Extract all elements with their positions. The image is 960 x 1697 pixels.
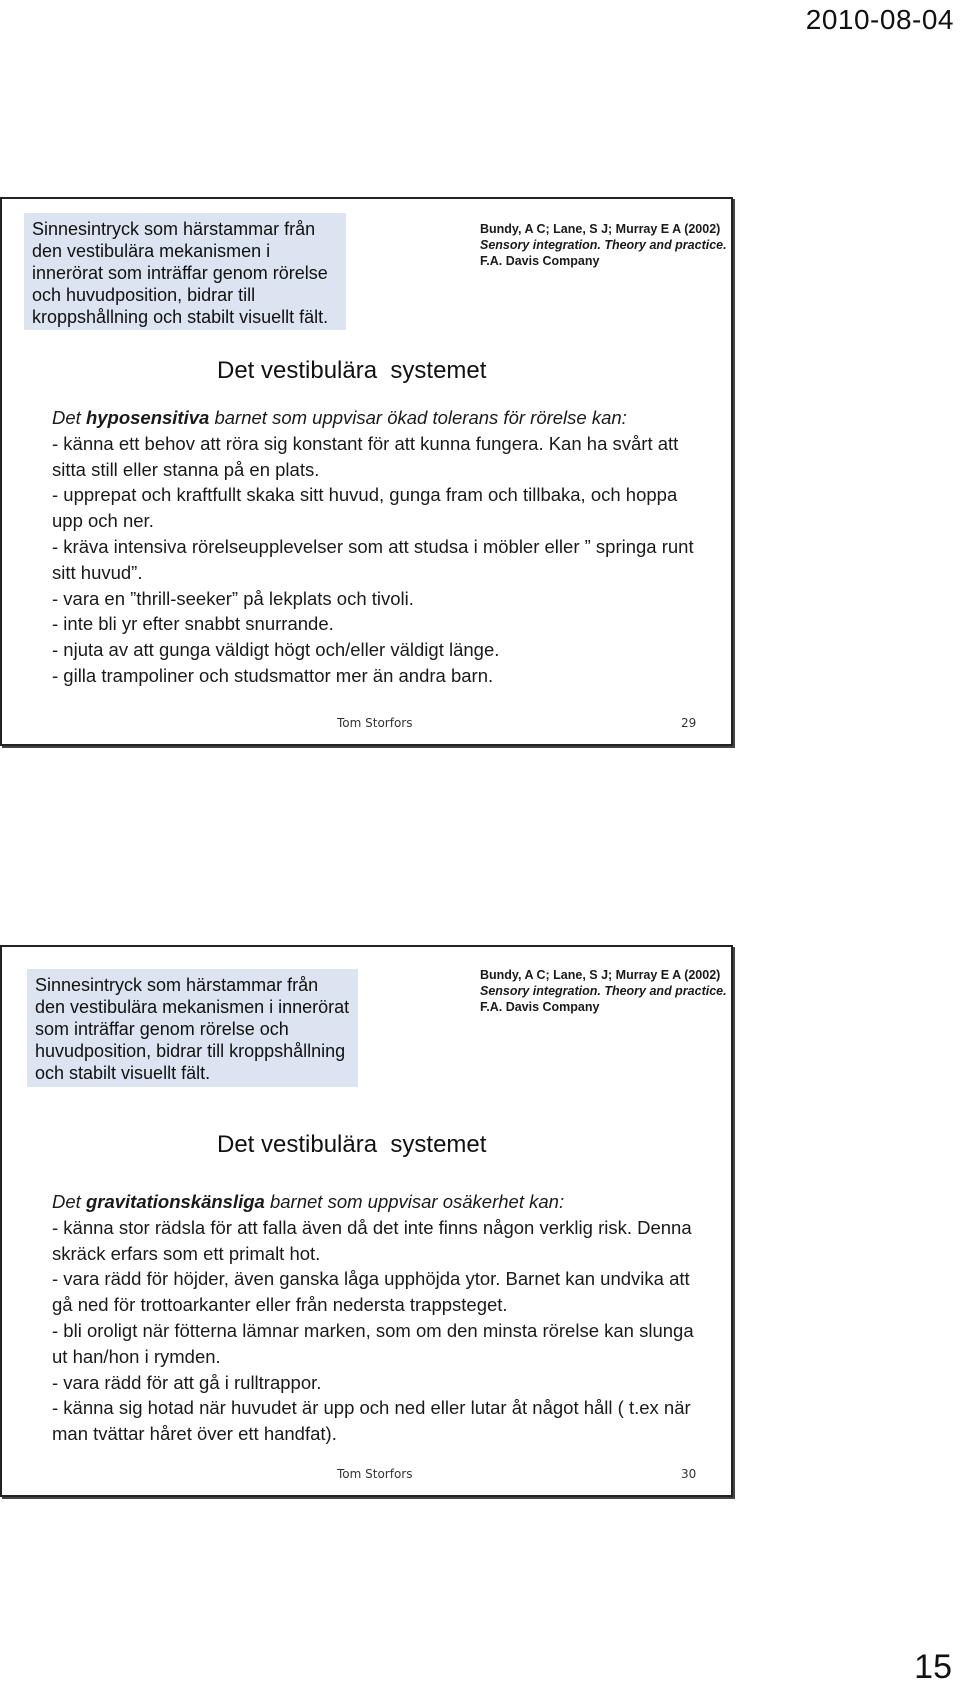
slide-number: 29: [681, 716, 697, 730]
list-item: - kräva intensiva rörelseupplevelser som att studsa i möbler eller ” springa runt sitt huvud”.: [52, 535, 694, 583]
list-item: - gilla trampoliner och studsmattor mer än andra barn.: [52, 664, 494, 686]
intro-line: [52, 1189, 702, 1215]
slide-29: [0, 197, 733, 746]
citation-authors: Bundy, A C; Lane, S J; Murray E A (2002): [480, 222, 721, 236]
list-item: - upprepat och kraftfullt skaka sitt huvud, gunga fram och tillbaka, och hoppa upp och ner.: [52, 484, 678, 532]
intro-line: [52, 405, 702, 431]
intro-prefix: Det: [52, 1191, 86, 1212]
footer-author: Tom Storfors: [337, 716, 413, 730]
list-item: - inte bli yr efter snabbt snurrande.: [52, 613, 334, 635]
intro-suffix: barnet som uppvisar osäkerhet kan:: [264, 1191, 565, 1212]
list-item: - njuta av att gunga väldigt högt och/eller väldigt länge.: [52, 639, 500, 661]
list-item: - känna stor rädsla för att falla även då det inte finns någon verklig risk. Denna skräck erfars som ett primalt hot.: [52, 1216, 692, 1264]
slide-30: [0, 945, 733, 1497]
intro-prefix: Det: [52, 407, 86, 428]
list-item: - känna ett behov att röra sig konstant för att kunna fungera. Kan ha svårt att sitta still eller stanna på en plats.: [52, 432, 679, 480]
slide-title: Det vestibulära systemet: [217, 1131, 487, 1158]
intro-emphasis: hyposensitiva: [85, 407, 210, 428]
citation-authors: Bundy, A C; Lane, S J; Murray E A (2002): [480, 968, 721, 982]
citation: [480, 221, 740, 269]
list-item: - känna sig hotad när huvudet är upp och ned eller lutar åt något håll ( t.ex när man tvättar håret över ett handfat).: [52, 1397, 691, 1445]
slide-title: Det vestibulära systemet: [217, 357, 487, 384]
footer-author: Tom Storfors: [337, 1467, 413, 1481]
page-number: 15: [914, 1648, 952, 1686]
citation-publisher: F.A. Davis Company: [480, 254, 600, 268]
definition-box: Sinnesintryck som härstammar från den vestibulära mekanismen i innerörat som inträffar genom rörelse och huvudposition, bidrar till kroppshållning och stabilt visuellt fält.: [24, 213, 346, 330]
intro-emphasis: gravitationskänsliga: [85, 1191, 265, 1212]
citation-publisher: F.A. Davis Company: [480, 1000, 600, 1014]
page-date: 2010-08-04: [805, 4, 954, 35]
citation: [480, 967, 740, 1015]
slide-body: [52, 405, 702, 689]
intro-suffix: barnet som uppvisar ökad tolerans för rörelse kan:: [209, 407, 627, 428]
list-item: - vara en ”thrill-seeker” på lekplats och tivoli.: [52, 587, 414, 609]
slide-number: 30: [681, 1467, 697, 1481]
citation-title: Sensory integration. Theory and practice.: [480, 238, 727, 252]
slide-body: [52, 1189, 702, 1447]
list-item: - vara rädd för att gå i rulltrappor.: [52, 1371, 322, 1393]
definition-box: Sinnesintryck som härstammar från den vestibulära mekanismen i innerörat som inträffar genom rörelse och huvudposition, bidrar till kroppshållning och stabilt visuellt fält.: [27, 969, 358, 1087]
list-item: - bli oroligt när fötterna lämnar marken, som om den minsta rörelse kan slunga ut han/hon i rymden.: [52, 1319, 694, 1367]
list-item: - vara rädd för höjder, även ganska låga upphöjda ytor. Barnet kan undvika att gå ned för trottoarkanter eller från nedersta trappsteget.: [52, 1268, 690, 1316]
citation-title: Sensory integration. Theory and practice.: [480, 984, 727, 998]
